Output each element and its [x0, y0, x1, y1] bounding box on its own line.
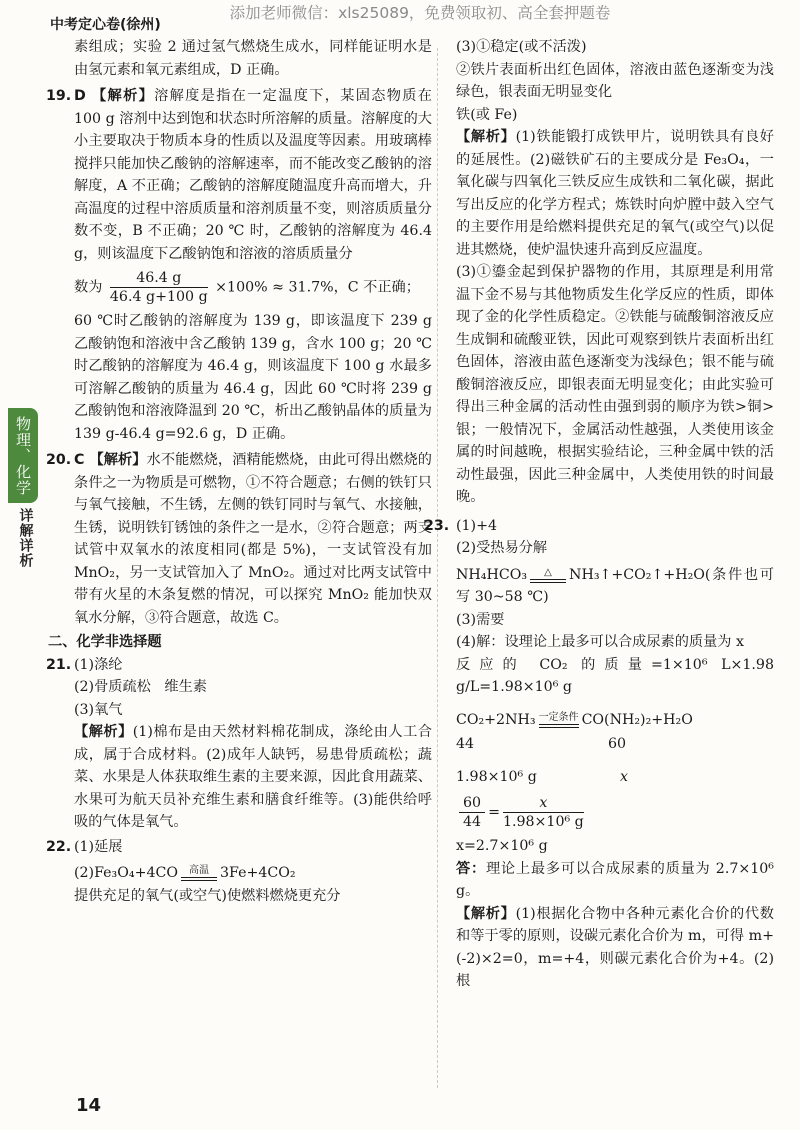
answer-3b: ②铁片表面析出红色固体，溶液由蓝色逐渐变为浅绿色，银表面无明显变化 — [456, 61, 774, 100]
solution-result: x=2.7×10⁶ g — [456, 838, 548, 854]
answer-2b: 维生素 — [164, 679, 207, 695]
solution-setup: (4)解：设理论上最多可以合成尿素的质量为 x — [456, 634, 744, 650]
equation-condition: △ — [544, 566, 552, 578]
mass-fraction — [110, 269, 208, 306]
fraction-numerator: 46.4 g — [110, 269, 208, 288]
column-divider — [437, 48, 438, 1088]
answer-2b: 提供充足的氧气(或空气)使燃料燃烧更充分 — [74, 887, 341, 904]
answer-1: (1)涤纶 — [74, 656, 123, 673]
answer-1: (1)延展 — [74, 838, 123, 855]
molar-mass-urea: 60 — [608, 736, 627, 752]
equation-arrow — [181, 865, 217, 881]
question-number: 21. — [46, 656, 72, 673]
fraction-prefix: 数为 — [74, 279, 103, 296]
left-column — [46, 36, 432, 907]
analysis-tag: 【解析】 — [74, 724, 133, 740]
explanation-continued: 60 ℃时乙酸钠的溶解度为 139 g，即该温度下 239 g 乙酸钠饱和溶液中含乙酸钠 139 g，含水 100 g；20 ℃时乙酸钠的溶解度为 46.4 g，则该温度下 100 g 水最多可溶解乙酸钠的质量为 46.4 g，因此 60 ℃时将 239 g 乙酸钠饱和溶液降温到 20 ℃，析出乙酸钠晶体的质量为 139 g-46.4 g=92.6 g，D 正确。 — [74, 313, 432, 442]
answer-2: (2)受热易分解 — [456, 540, 548, 556]
mass-urea: x — [620, 768, 629, 785]
equals-sign: = — [488, 804, 500, 821]
proportion-right — [503, 794, 584, 831]
equation-rhs: CO(NH₂)₂+H₂O — [581, 711, 693, 728]
fraction-numerator: x — [503, 794, 584, 813]
fraction-denominator: 46.4 g+100 g — [109, 289, 208, 305]
answer-head: C 【解析】 — [74, 452, 147, 468]
subject-tab: 物理、化学 — [8, 408, 38, 503]
analysis-tag: 【解析】 — [456, 905, 516, 922]
equation-lhs: (2)Fe₃O₄+4CO — [74, 865, 178, 881]
equation-condition: 一定条件 — [538, 711, 579, 723]
question-number: 23. — [424, 517, 450, 534]
equation-lhs: CO₂+2NH₃ — [456, 711, 536, 728]
equation-condition: 高温 — [188, 865, 209, 876]
fraction-denominator: 44 — [463, 814, 482, 830]
analysis-tag: 【解析】 — [456, 129, 516, 145]
section-label: 详解详析 — [17, 508, 34, 568]
right-column — [424, 36, 774, 993]
equation-arrow — [530, 567, 566, 583]
equation-arrow — [539, 712, 579, 728]
book-title: 中考定心卷(徐州) — [50, 17, 161, 33]
explanation: (1)铁能锻打成铁甲片，说明铁具有良好的延展性。(2)磁铁矿石的主要成分是 Fe₃O₄，一氧化碳与四氧化三铁反应生成铁和二氧化碳，据此写出反应的化学方程式；炼铁时向炉膛中鼓入空气的主要作用是给燃料提供充足的氧气(或空气)以促进其燃烧，使炉温快速升高到反应温度。 — [456, 129, 774, 258]
continued-text: 素组成；实验 2 通过氢气燃烧生成水，同样能证明水是由氢元素和氧元素组成，D 正确。 — [74, 39, 432, 78]
question-number: 22. — [46, 838, 72, 855]
answer-3c: 铁(或 Fe) — [456, 106, 518, 123]
question-19 — [46, 85, 432, 445]
explanation: 溶解度是指在一定温度下，某固态物质在 100 g 溶剂中达到饱和状态时所溶解的质量。溶解度的大小主要取决于物质本身的性质以及温度等因素。用玻璃棒搅拌只能加快乙酸钠的溶解速率，而不能改变乙酸钠的溶解度，A 不正确；乙酸钠的溶解度随温度升高而增大，升高温度的过程中溶质质量和溶剂质量不变，则溶质质量分数不变，B 不正确；20 ℃ 时，乙酸钠的溶解度为 46.4 g，则该温度下乙酸钠饱和溶液的溶质质量分 — [74, 88, 432, 262]
question-22 — [46, 836, 432, 908]
fraction-denominator: 1.98×10⁶ g — [502, 814, 584, 830]
final-answer: 理论上最多可以合成尿素的质量为 2.7×10⁶ g。 — [456, 860, 774, 899]
question-20 — [46, 449, 432, 629]
proportion-left — [459, 794, 485, 831]
equation-rhs: NH₃↑+CO₂↑+H₂O(条件也可写 30~58 ℃) — [456, 566, 774, 605]
fraction-numerator: 60 — [459, 794, 485, 813]
question-number: 19. — [46, 88, 72, 104]
question-21 — [46, 654, 432, 834]
question-23 — [424, 515, 774, 993]
answer-2a: (2)骨质疏松 — [74, 679, 151, 695]
explanation-continued: (3)①鎏金起到保护器物的作用，其原理是利用常温下金不易与其他物质发生化学反应的性质，即体现了金的化学性质稳定。②铁能与硫酸铜溶液反应生成铜和硫酸亚铁，因此可观察到铁片表面析出红色固体，溶液由蓝色逐渐变为浅绿色；银不能与硫酸铜溶液反应，即银表面无明显变化；由此实验可得出三种金属的活动性由强到弱的顺序为铁>铜>银；一般情况下，金属活动性越强，人类使用该金属的时间越晚，根据实验结论，三种金属中铁的活动性最强，因此三种金属中，人类使用铁的时间最晚。 — [456, 264, 774, 505]
explanation: (1)棉布是由天然材料棉花制成，涤纶由人工合成，属于合成材料。(2)成年人缺钙，易患骨质疏松；蔬菜、水果是人体获取维生素的主要来源，因此食用蔬菜、水果可为航天员补充维生素和膳食纤维等。(3)能供给呼吸的气体是氧气。 — [74, 724, 432, 830]
equation-rhs: 3Fe+4CO₂ — [219, 865, 296, 881]
watermark: 添加老师微信：xls25089，免费领取初、高全套押题卷 — [229, 4, 611, 22]
solution-co2-mass: 反应的 CO₂ 的质量=1×10⁶ L×1.98 g/L=1.98×10⁶ g — [456, 656, 774, 695]
section-heading: 二、化学非选择题 — [48, 634, 162, 650]
answer-1: (1)+4 — [456, 517, 498, 534]
question-number: 20. — [46, 452, 72, 468]
explanation: 水不能燃烧，酒精能燃烧，由此可得出燃烧的条件之一为物质是可燃物，①不符合题意；右侧的铁钉只与氧气接触，不生锈，左侧的铁钉同时与氧气、水接触，生锈，说明铁钉锈蚀的条件之一是水，②符合题意；两支试管中双氧水的浓度相同(都是 5%)，一支试管没有加 MnO₂，另一支试管加入了 MnO₂。通过对比两支试管中带有火星的木条复燃的情况，可以探究 MnO₂ 能加快双氧水分解，③符合题意，故选 C。 — [74, 452, 432, 626]
molar-mass-co2: 44 — [456, 736, 475, 752]
explanation: (1)根据化合物中各种元素化合价的代数和等于零的原则，设碳元素化合价为 m，可得 m+(-2)×2=0，m=+4，则碳元素化合价为+4。(2)根 — [456, 905, 774, 989]
answer-tag: 答： — [456, 860, 486, 877]
fraction-suffix: ×100% ≈ 31.7%，C 不正确； — [215, 279, 420, 296]
equation-lhs: NH₄HCO₃ — [456, 566, 528, 583]
page-number: 14 — [76, 1095, 102, 1116]
answer-3a: (3)①稳定(或不活泼) — [456, 39, 587, 55]
answer-3: (3)需要 — [456, 611, 505, 628]
answer-head: D 【解析】 — [74, 88, 155, 104]
mass-co2: 1.98×10⁶ g — [456, 768, 537, 785]
answer-3: (3)氧气 — [74, 701, 123, 718]
